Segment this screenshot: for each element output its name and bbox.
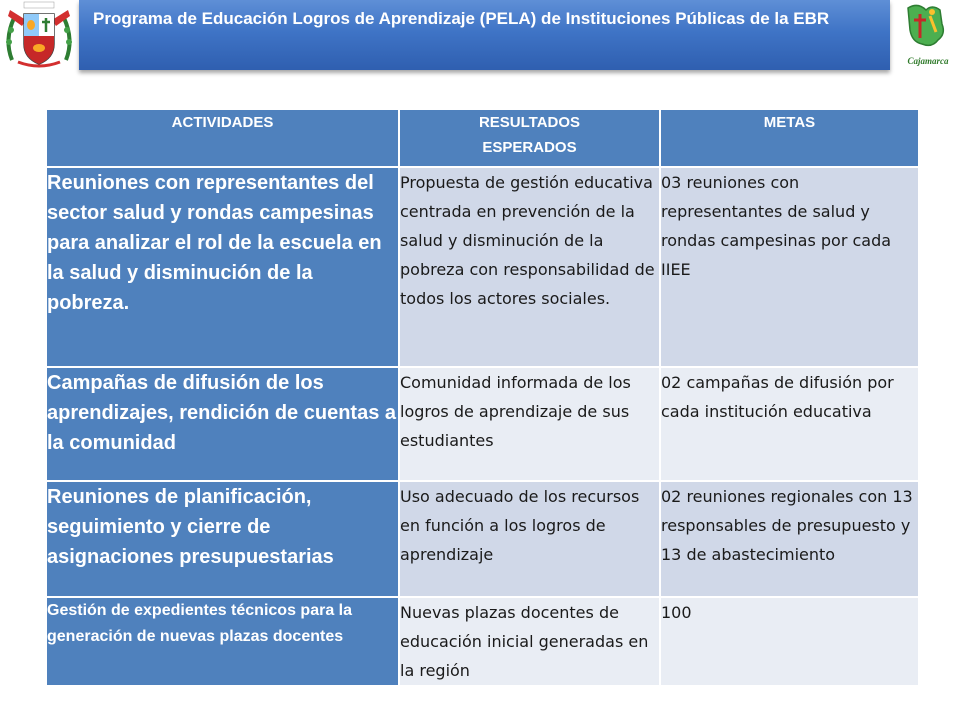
resultado-cell: Propuesta de gestión educativa centrada en prevención de la salud y disminución de la pobreza con responsabilidad de todos los actores sociales. <box>399 167 660 367</box>
coat-of-arms-icon <box>0 0 78 72</box>
title-banner <box>79 0 890 70</box>
meta-cell: 100 <box>660 597 919 686</box>
resultado-cell: Nuevas plazas docentes de educación inicial generadas en la región <box>399 597 660 686</box>
cajamarca-emblem-icon <box>896 0 960 56</box>
table-header-row <box>46 109 919 167</box>
table-row <box>46 481 919 597</box>
actividad-cell: Gestión de expedientes técnicos para la generación de nuevas plazas docentes <box>46 597 399 686</box>
resultado-cell: Comunidad informada de los logros de aprendizaje de sus estudiantes <box>399 367 660 481</box>
cajamarca-logo-text: Cajamarca <box>907 56 949 66</box>
header-metas: METAS <box>660 109 919 167</box>
cajamarca-logo <box>896 0 960 72</box>
table-row <box>46 367 919 481</box>
header-resultados-label: RESULTADOS ESPERADOS <box>478 114 581 156</box>
actividad-cell: Reuniones con representantes del sector salud y rondas campesinas para analizar el rol de la escuela en la salud y disminución de la pobreza. <box>46 167 399 367</box>
activities-table <box>45 108 920 687</box>
actividad-cell: Campañas de difusión de los aprendizajes, rendición de cuentas a la comunidad <box>46 367 399 481</box>
table-row <box>46 167 919 367</box>
header-resultados-esperados <box>399 109 660 167</box>
meta-cell: 02 campañas de difusión por cada institución educativa <box>660 367 919 481</box>
actividad-cell: Reuniones de planificación, seguimiento y cierre de asignaciones presupuestarias <box>46 481 399 597</box>
meta-cell: 03 reuniones con representantes de salud y rondas campesinas por cada IIEE <box>660 167 919 367</box>
page-title: Programa de Educación Logros de Aprendizaje (PELA) de Instituciones Públicas de la EBR <box>93 9 830 28</box>
resultado-cell: Uso adecuado de los recursos en función a los logros de aprendizaje <box>399 481 660 597</box>
peru-coat-of-arms-logo <box>0 0 78 72</box>
meta-cell: 02 reuniones regionales con 13 responsables de presupuesto y 13 de abastecimiento <box>660 481 919 597</box>
header-actividades: ACTIVIDADES <box>46 109 399 167</box>
table-row <box>46 597 919 686</box>
